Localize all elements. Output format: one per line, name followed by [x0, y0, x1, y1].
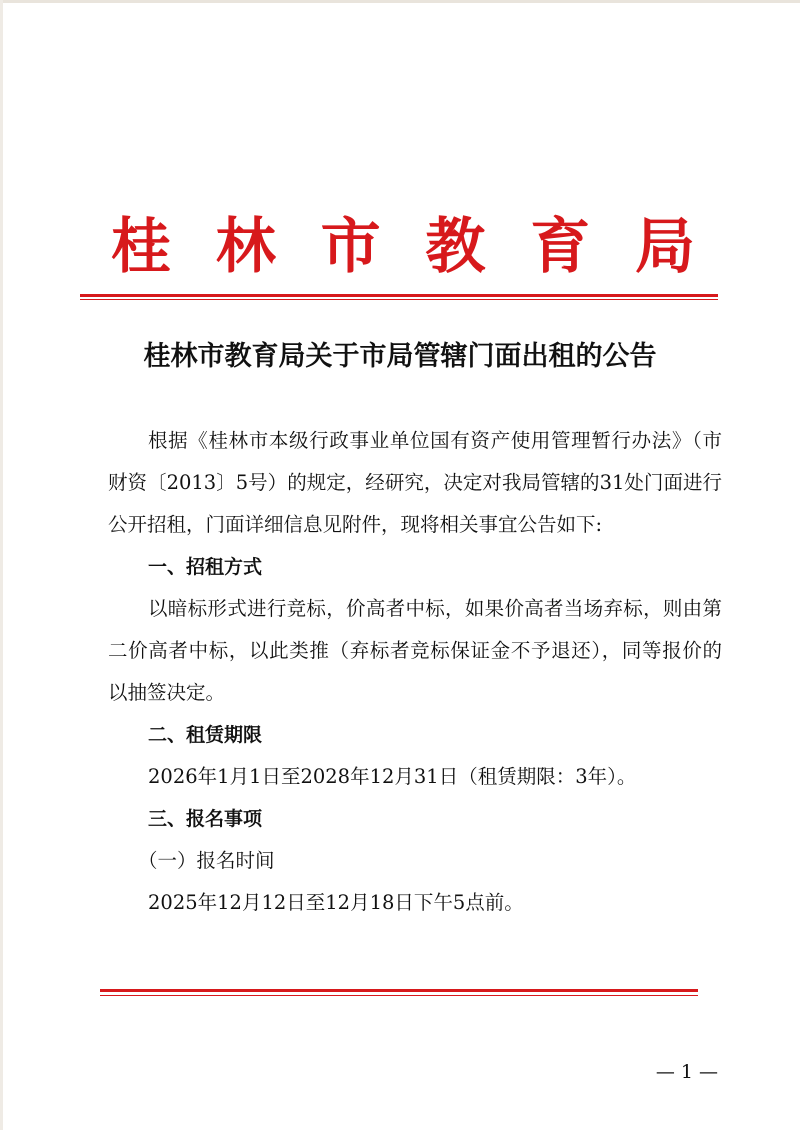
issuer-masthead: [108, 212, 698, 282]
intro-paragraph: 根据《桂林市本级行政事业单位国有资产使用管理暂行办法》（市财资〔2013〕5号）的规定，经研究，决定对我局管辖的31处门面进行公开招租，门面详细信息见附件，现将相关事宜公告如下:: [108, 429, 722, 536]
issuer-char: 局: [634, 212, 695, 282]
issuer-char: 林: [215, 212, 276, 282]
document-title: 桂林市教育局关于市局管辖门面出租的公告: [143, 341, 657, 372]
page-top-edge: [0, 0, 800, 3]
header-rule-thin: [80, 299, 718, 300]
page-number: — 1 —: [655, 1061, 718, 1083]
section-3-sub-1-text: 2025年12月12日至12月18日下午5点前。: [148, 891, 524, 914]
section-heading-2: 二、租赁期限: [148, 724, 263, 746]
page-left-edge: [0, 0, 3, 1130]
footer-rule-thin: [100, 995, 698, 996]
section-heading-3: 三、报名事项: [148, 808, 263, 830]
section-1-text: 以暗标形式进行竞标，价高者中标，如果价高者当场弃标，则由第二价高者中标，以此类推（弃标者竞标保证金不予退还），同等报价的以抽签决定。: [108, 597, 722, 704]
issuer-char: 桂: [111, 212, 171, 282]
issuer-char: 育: [530, 212, 591, 282]
issuer-char: 教: [425, 212, 486, 282]
footer-rule-thick: [100, 989, 698, 992]
section-3-sub-heading-1: （一）报名时间: [138, 849, 275, 872]
document-body: [108, 420, 722, 924]
issuer-char: 市: [320, 212, 381, 282]
section-heading-1: 一、招租方式: [148, 556, 263, 578]
header-rule-thick: [80, 294, 718, 297]
section-2-text: 2026年1月1日至2028年12月31日（租赁期限：3年）。: [148, 765, 637, 788]
